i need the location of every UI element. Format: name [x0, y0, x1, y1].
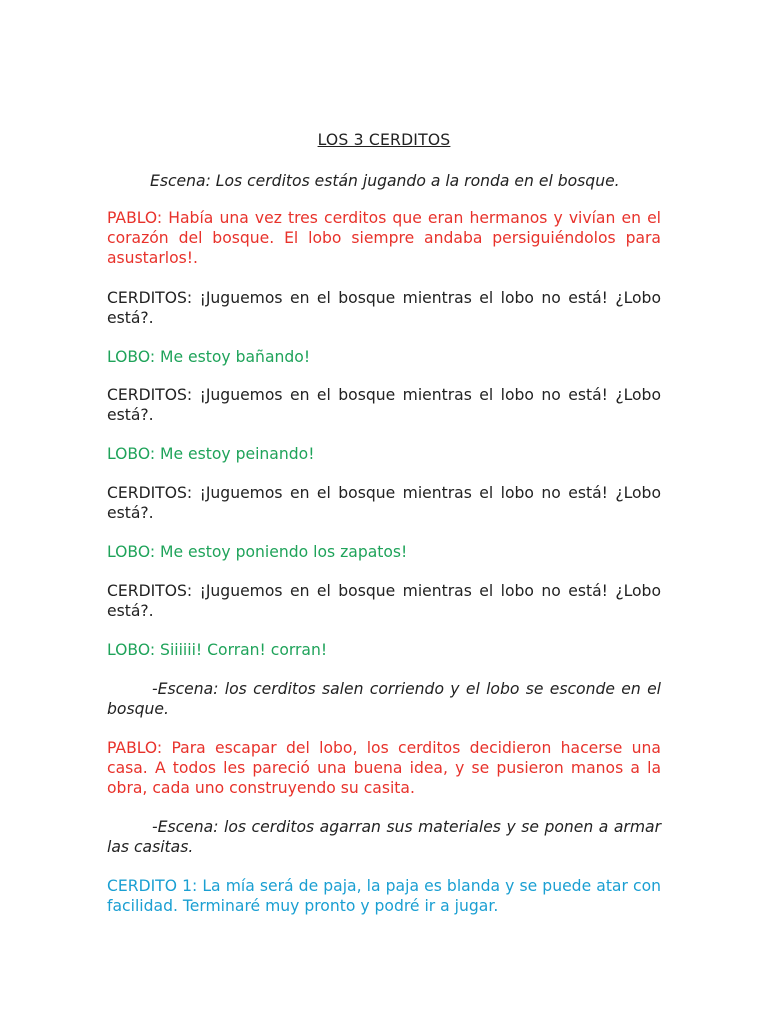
wolf-line: LOBO: Me estoy bañando!	[107, 348, 311, 366]
wolf-line: LOBO: Siiiiii! Corran! corran!	[107, 641, 328, 659]
narrator-line: PABLO: Había una vez tres cerditos que eran hermanos y vivían en el corazón del bosque. El lobo siempre andaba persiguiéndolos para asustarlos!.	[107, 209, 661, 267]
narrator-line: PABLO: Para escapar del lobo, los cerditos decidieron hacerse una casa. A todos les pareció una buena idea, y se pusieron manos a la obra, cada uno construyendo su casita.	[107, 739, 661, 797]
scene-direction: -Escena: los cerditos salen corriendo y el lobo se esconde en el bosque.	[107, 680, 661, 718]
pigs-line: CERDITOS: ¡Juguemos en el bosque mientras el lobo no está! ¿Lobo está?.	[107, 484, 661, 522]
pigs-line: CERDITOS: ¡Juguemos en el bosque mientras el lobo no está! ¿Lobo está?.	[107, 386, 661, 424]
page-title: LOS 3 CERDITOS	[317, 131, 451, 149]
scene-direction: Escena: Los cerditos están jugando a la ronda en el bosque.	[150, 172, 620, 190]
pig1-line: CERDITO 1: La mía será de paja, la paja es blanda y se puede atar con facilidad. Terminaré muy pronto y podré ir a jugar.	[107, 877, 661, 915]
pigs-line: CERDITOS: ¡Juguemos en el bosque mientras el lobo no está! ¿Lobo está?.	[107, 289, 661, 327]
scene-direction: -Escena: los cerditos agarran sus materiales y se ponen a armar las casitas.	[107, 818, 661, 856]
wolf-line: LOBO: Me estoy peinando!	[107, 445, 315, 463]
pigs-line: CERDITOS: ¡Juguemos en el bosque mientras el lobo no está! ¿Lobo está?.	[107, 582, 661, 620]
wolf-line: LOBO: Me estoy poniendo los zapatos!	[107, 543, 408, 561]
